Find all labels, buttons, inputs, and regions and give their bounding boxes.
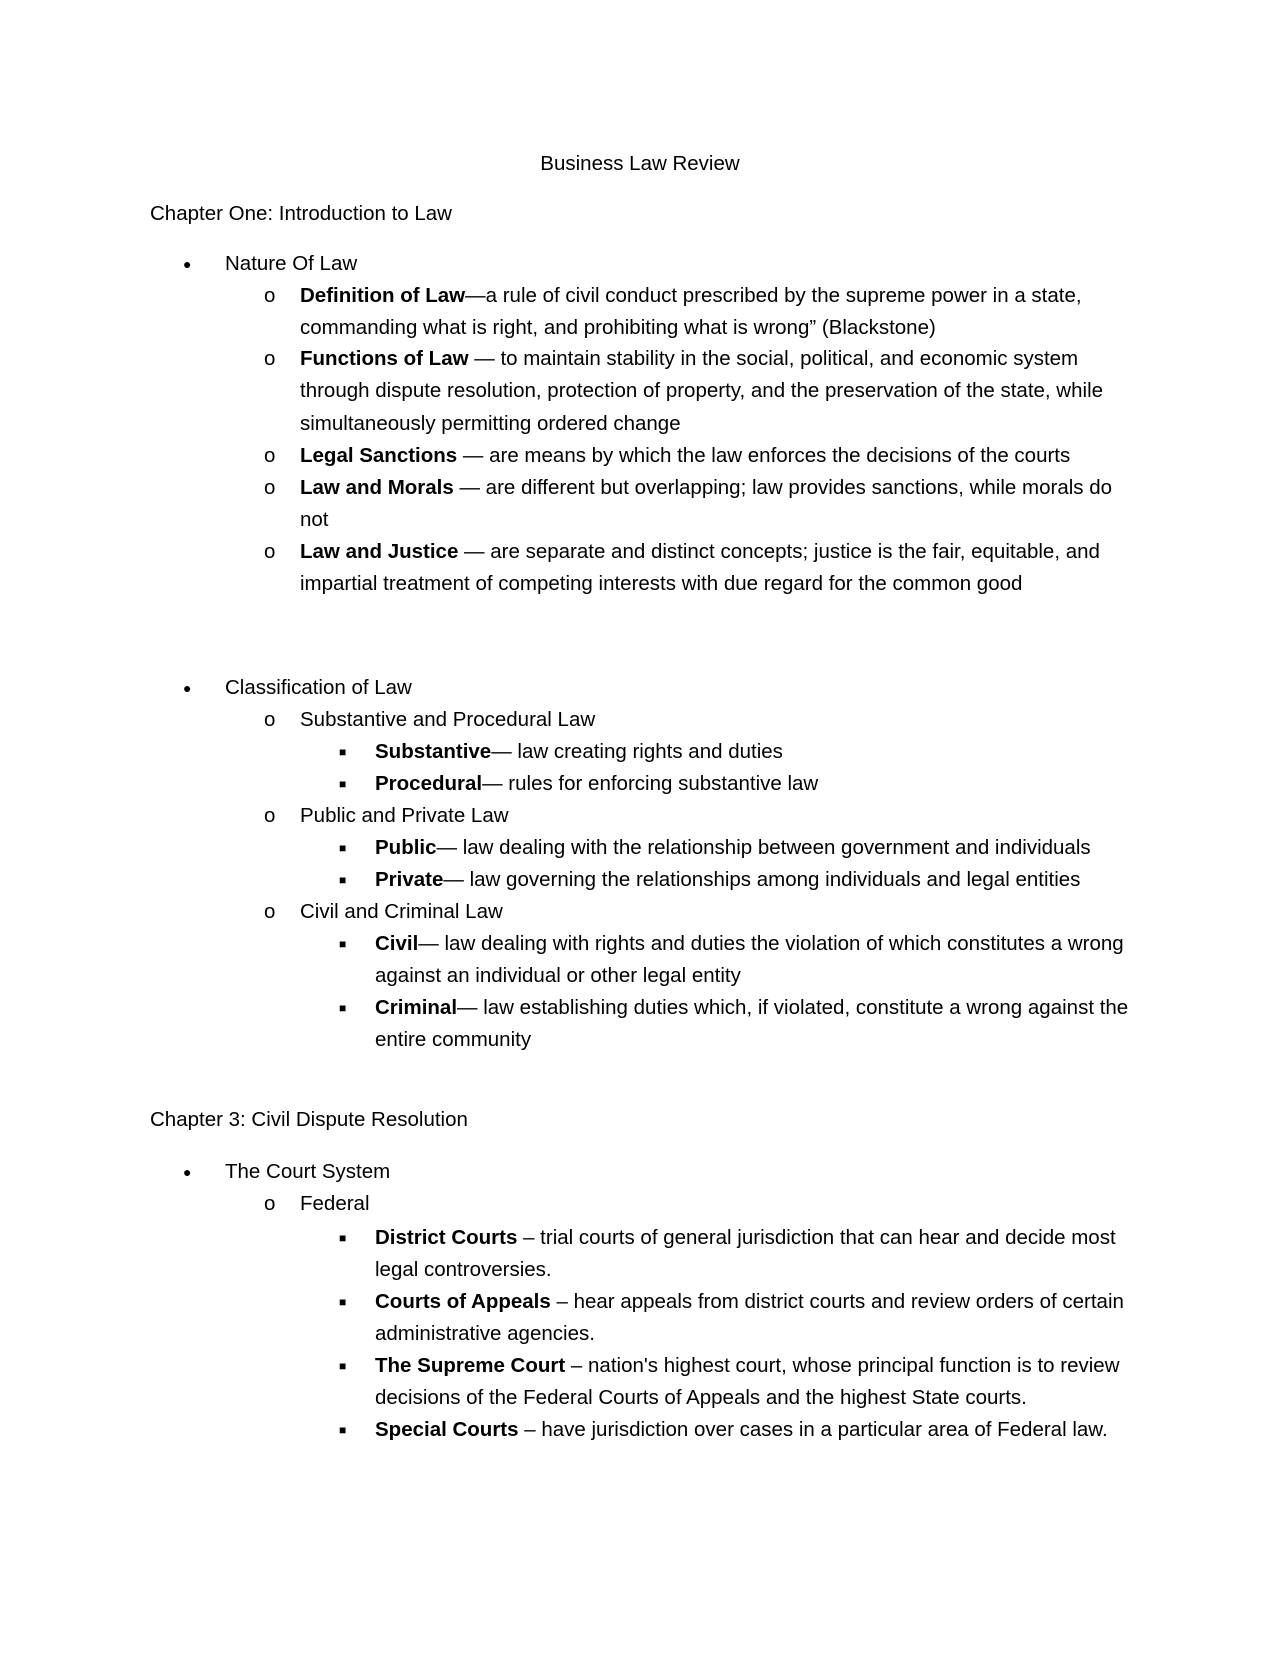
bullet-item	[183, 248, 1125, 280]
definition: — law creating rights and duties	[491, 740, 783, 763]
square-marker: ■	[339, 1001, 347, 1015]
sub-item	[264, 704, 1120, 736]
detail-item	[339, 1222, 1135, 1287]
definition: – have jurisdiction over cases in a particular area of Federal law.	[518, 1418, 1108, 1441]
term: Substantive	[375, 740, 492, 763]
definition: —a rule of civil conduct prescribed by the supreme power in a state, commanding what is right, and prohibiting what is wrong” (Blackstone)	[300, 284, 1082, 340]
sub-label: Public and Private Law	[300, 804, 509, 827]
sub-label: Substantive and Procedural Law	[300, 708, 596, 731]
bullet-item	[183, 672, 1125, 704]
chapter-heading: Chapter 3: Civil Dispute Resolution	[150, 1108, 468, 1131]
bullet-label: Classification of Law	[225, 676, 412, 699]
term: Functions of Law	[300, 347, 469, 370]
detail-item	[339, 864, 1135, 896]
definition: — rules for enforcing substantive law	[482, 772, 819, 795]
circle-marker: o	[264, 540, 276, 563]
term: Law and Justice	[300, 540, 459, 563]
detail-item	[339, 736, 1135, 768]
term: Law and Morals	[300, 476, 454, 499]
sub-item	[264, 343, 1120, 440]
detail-item	[339, 1414, 1135, 1446]
sub-item	[264, 472, 1120, 537]
detail-item	[339, 832, 1135, 864]
sub-item	[264, 800, 1120, 832]
square-marker: ■	[339, 841, 347, 855]
circle-marker: o	[264, 1192, 276, 1215]
square-marker: ■	[339, 1295, 347, 1309]
square-marker: ■	[339, 745, 347, 759]
definition: — are separate and distinct concepts; justice is the fair, equitable, and impartial treatment of competing interests with due regard for the common good	[300, 540, 1100, 596]
bullet-item	[183, 1156, 1125, 1188]
square-marker: ■	[339, 873, 347, 887]
document-title: Business Law Review	[540, 152, 740, 175]
sub-item	[264, 280, 1120, 345]
square-marker: ■	[339, 1231, 347, 1245]
square-marker: ■	[339, 937, 347, 951]
definition: – trial courts of general jurisdiction that can hear and decide most legal controversies.	[375, 1226, 1116, 1282]
detail-item	[339, 768, 1135, 800]
term: Definition of Law	[300, 284, 466, 307]
circle-marker: o	[264, 708, 276, 731]
term: Civil	[375, 932, 419, 955]
chapter-heading: Chapter One: Introduction to Law	[150, 202, 452, 225]
term: Special Courts	[375, 1418, 519, 1441]
bullet-marker: ●	[183, 1164, 192, 1180]
detail-item	[339, 992, 1135, 1057]
term: Criminal	[375, 996, 458, 1019]
definition: — are means by which the law enforces the decisions of the courts	[457, 444, 1071, 467]
sub-label: Federal	[300, 1192, 370, 1215]
definition: — are different but overlapping; law provides sanctions, while morals do not	[300, 476, 1113, 532]
circle-marker: o	[264, 900, 276, 923]
definition: – hear appeals from district courts and review orders of certain administrative agencies.	[375, 1290, 1124, 1346]
circle-marker: o	[264, 476, 276, 499]
definition: — law dealing with rights and duties the violation of which constitutes a wrong against an individual or other legal entity	[375, 932, 1124, 988]
detail-item	[339, 928, 1135, 993]
term: Public	[375, 836, 437, 859]
square-marker: ■	[339, 1359, 347, 1373]
term: Courts of Appeals	[375, 1290, 551, 1313]
detail-item	[339, 1286, 1135, 1351]
bullet-label: The Court System	[225, 1160, 391, 1183]
square-marker: ■	[339, 777, 347, 791]
sub-item	[264, 536, 1120, 601]
sub-item	[264, 1188, 1120, 1220]
circle-marker: o	[264, 444, 276, 467]
circle-marker: o	[264, 284, 276, 307]
definition: — law governing the relationships among individuals and legal entities	[443, 868, 1081, 891]
bullet-marker: ●	[183, 256, 192, 272]
detail-item	[339, 1350, 1135, 1415]
term: Private	[375, 868, 444, 891]
definition: — law establishing duties which, if violated, constitute a wrong against the entire community	[375, 996, 1129, 1052]
definition: — to maintain stability in the social, political, and economic system through dispute resolution, protection of property, and the preservation of the state, while simultaneously permitting ordered change	[300, 347, 1104, 435]
definition: – nation's highest court, whose principal function is to review decisions of the Federal Courts of Appeals and the highest State courts.	[375, 1354, 1120, 1410]
sub-item	[264, 896, 1120, 928]
term: Legal Sanctions	[300, 444, 458, 467]
circle-marker: o	[264, 347, 276, 370]
term: The Supreme Court	[375, 1354, 566, 1377]
sub-item	[264, 440, 1120, 472]
definition: — law dealing with the relationship between government and individuals	[436, 836, 1091, 859]
term: District Courts	[375, 1226, 518, 1249]
circle-marker: o	[264, 804, 276, 827]
sub-label: Civil and Criminal Law	[300, 900, 503, 923]
bullet-label: Nature Of Law	[225, 252, 358, 275]
term: Procedural	[375, 772, 483, 795]
square-marker: ■	[339, 1423, 347, 1437]
bullet-marker: ●	[183, 680, 192, 696]
